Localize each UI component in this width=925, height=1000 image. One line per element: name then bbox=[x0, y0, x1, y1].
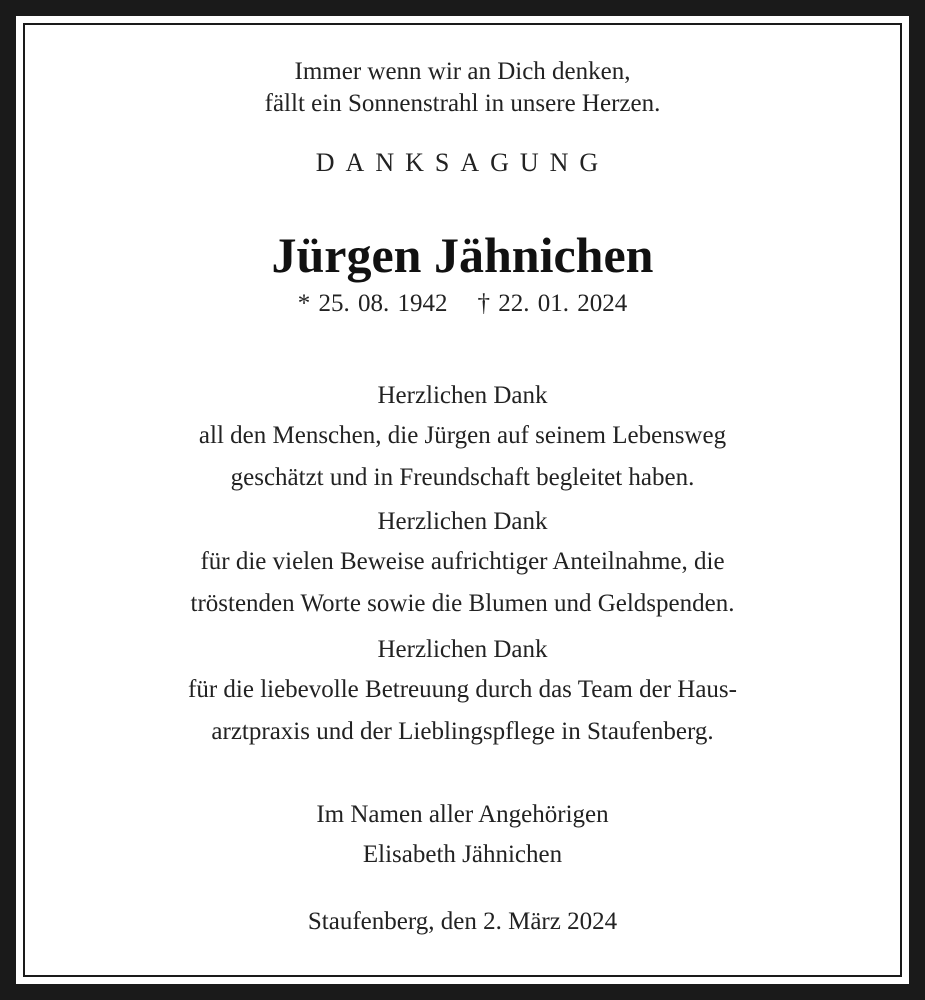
birth-date: * 25. 08. 1942 bbox=[297, 290, 448, 317]
motto-line-1: Immer wenn wir an Dich denken, bbox=[294, 58, 631, 85]
thanks-2-line-2: tröstenden Worte sowie die Blumen und Geldspenden. bbox=[190, 590, 735, 617]
notice-content bbox=[25, 17, 900, 983]
motto-line-2: fällt ein Sonnenstrahl in unsere Herzen. bbox=[264, 90, 661, 117]
heading-danksagung: DANKSAGUNG bbox=[315, 148, 610, 177]
life-dates bbox=[25, 289, 900, 319]
signature-line-2: Elisabeth Jähnichen bbox=[362, 841, 563, 868]
inner-frame bbox=[16, 16, 909, 984]
deceased-name: Jürgen Jähnichen bbox=[271, 227, 654, 283]
thanks-title-1: Herzlichen Dank bbox=[377, 382, 548, 409]
thanks-1-line-2: geschätzt und in Freundschaft begleitet haben. bbox=[230, 464, 695, 491]
thanks-3-line-1: für die liebevolle Betreuung durch das Team der Haus- bbox=[188, 676, 737, 703]
thanks-1-line-1: all den Menschen, die Jürgen auf seinem Lebensweg bbox=[198, 422, 727, 449]
thanks-2-line-1: für die vielen Beweise aufrichtiger Anteilnahme, die bbox=[200, 548, 725, 575]
thanks-title-3: Herzlichen Dank bbox=[377, 636, 548, 663]
signature-line-1: Im Namen aller Angehörigen bbox=[316, 801, 609, 828]
thanks-title-2: Herzlichen Dank bbox=[377, 508, 548, 535]
place-and-date: Staufenberg, den 2. März 2024 bbox=[307, 908, 618, 935]
death-date: † 22. 01. 2024 bbox=[477, 290, 628, 317]
thanks-3-line-2: arztpraxis und der Lieblingspflege in Staufenberg. bbox=[211, 718, 714, 745]
